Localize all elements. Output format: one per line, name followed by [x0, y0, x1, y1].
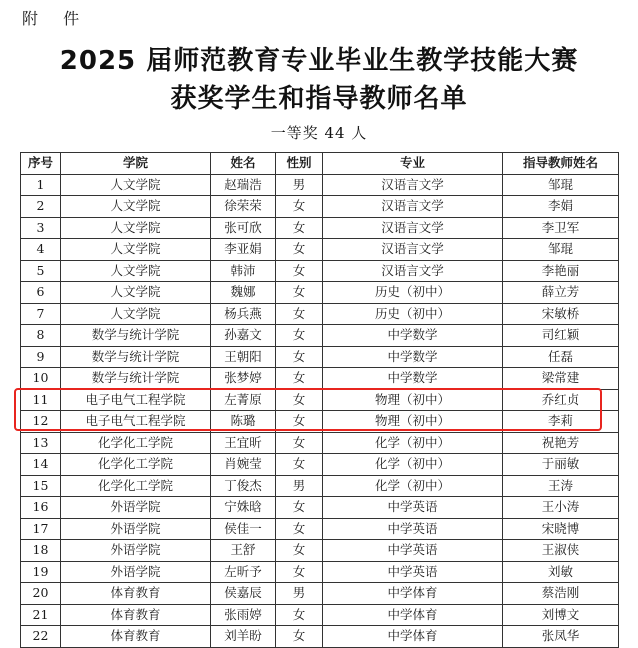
cell-gender: 女	[276, 217, 323, 239]
cell-major: 中学体育	[323, 583, 503, 605]
table-row	[21, 454, 619, 476]
cell-name: 魏娜	[211, 282, 276, 304]
table-row	[21, 325, 619, 347]
cell-major: 汉语言文学	[323, 196, 503, 218]
cell-name: 刘羊盼	[211, 626, 276, 648]
cell-college: 电子电气工程学院	[61, 411, 211, 433]
header-gender: 性别	[276, 153, 323, 175]
cell-gender: 女	[276, 411, 323, 433]
cell-college: 外语学院	[61, 540, 211, 562]
cell-advisor: 宋敏桥	[503, 303, 619, 325]
header-major: 专业	[323, 153, 503, 175]
cell-advisor: 李娟	[503, 196, 619, 218]
table-row	[21, 583, 619, 605]
cell-college: 人文学院	[61, 239, 211, 261]
cell-name: 张梦婷	[211, 368, 276, 390]
cell-gender: 男	[276, 583, 323, 605]
table-row	[21, 346, 619, 368]
cell-college: 电子电气工程学院	[61, 389, 211, 411]
cell-index: 18	[21, 540, 61, 562]
cell-name: 张雨婷	[211, 604, 276, 626]
cell-advisor: 邹琨	[503, 239, 619, 261]
cell-gender: 女	[276, 303, 323, 325]
cell-advisor: 蔡浩刚	[503, 583, 619, 605]
cell-gender: 男	[276, 174, 323, 196]
table-row	[21, 626, 619, 648]
cell-gender: 女	[276, 389, 323, 411]
table-row	[21, 475, 619, 497]
cell-major: 中学数学	[323, 325, 503, 347]
cell-gender: 女	[276, 454, 323, 476]
cell-college: 外语学院	[61, 561, 211, 583]
cell-name: 王舒	[211, 540, 276, 562]
cell-major: 汉语言文学	[323, 217, 503, 239]
cell-advisor: 刘敏	[503, 561, 619, 583]
cell-index: 13	[21, 432, 61, 454]
cell-name: 张可欣	[211, 217, 276, 239]
header-college: 学院	[61, 153, 211, 175]
cell-gender: 女	[276, 325, 323, 347]
cell-gender: 女	[276, 518, 323, 540]
cell-college: 人文学院	[61, 196, 211, 218]
cell-advisor: 任磊	[503, 346, 619, 368]
cell-index: 17	[21, 518, 61, 540]
cell-index: 10	[21, 368, 61, 390]
cell-major: 中学英语	[323, 540, 503, 562]
cell-advisor: 邹琨	[503, 174, 619, 196]
cell-advisor: 王涛	[503, 475, 619, 497]
cell-major: 汉语言文学	[323, 260, 503, 282]
cell-gender: 男	[276, 475, 323, 497]
table-row	[21, 432, 619, 454]
award-level-subtitle: 一等奖 44 人	[270, 124, 368, 142]
cell-index: 5	[21, 260, 61, 282]
table-row	[21, 217, 619, 239]
cell-index: 2	[21, 196, 61, 218]
header-advisor: 指导教师姓名	[503, 153, 619, 175]
table-row	[21, 389, 619, 411]
cell-name: 杨兵燕	[211, 303, 276, 325]
cell-advisor: 于丽敏	[503, 454, 619, 476]
cell-major: 化学（初中）	[323, 475, 503, 497]
cell-name: 左菁原	[211, 389, 276, 411]
cell-index: 3	[21, 217, 61, 239]
cell-major: 历史（初中）	[323, 303, 503, 325]
cell-index: 7	[21, 303, 61, 325]
cell-major: 化学（初中）	[323, 432, 503, 454]
cell-gender: 女	[276, 282, 323, 304]
cell-name: 宁姝晗	[211, 497, 276, 519]
cell-college: 数学与统计学院	[61, 325, 211, 347]
cell-advisor: 李艳丽	[503, 260, 619, 282]
cell-name: 侯嘉辰	[211, 583, 276, 605]
cell-advisor: 梁常建	[503, 368, 619, 390]
table-row	[21, 497, 619, 519]
cell-major: 中学英语	[323, 561, 503, 583]
cell-gender: 女	[276, 368, 323, 390]
cell-major: 汉语言文学	[323, 239, 503, 261]
cell-name: 徐荣荣	[211, 196, 276, 218]
cell-advisor: 司红颖	[503, 325, 619, 347]
header-name: 姓名	[211, 153, 276, 175]
cell-major: 物理（初中）	[323, 411, 503, 433]
document-title-line2: 获奖学生和指导教师名单	[170, 84, 468, 114]
cell-index: 21	[21, 604, 61, 626]
table-body	[21, 174, 619, 647]
winners-table	[20, 152, 619, 648]
cell-name: 王朝阳	[211, 346, 276, 368]
cell-gender: 女	[276, 604, 323, 626]
cell-college: 化学化工学院	[61, 432, 211, 454]
cell-college: 体育教育	[61, 583, 211, 605]
cell-major: 中学体育	[323, 626, 503, 648]
cell-index: 1	[21, 174, 61, 196]
cell-index: 14	[21, 454, 61, 476]
cell-college: 人文学院	[61, 174, 211, 196]
cell-college: 体育教育	[61, 604, 211, 626]
table-row	[21, 282, 619, 304]
cell-index: 6	[21, 282, 61, 304]
table-row	[21, 411, 619, 433]
cell-index: 9	[21, 346, 61, 368]
cell-college: 外语学院	[61, 518, 211, 540]
cell-college: 体育教育	[61, 626, 211, 648]
cell-college: 化学化工学院	[61, 475, 211, 497]
table-row	[21, 540, 619, 562]
cell-index: 22	[21, 626, 61, 648]
cell-major: 中学数学	[323, 368, 503, 390]
cell-name: 丁俊杰	[211, 475, 276, 497]
cell-advisor: 刘博文	[503, 604, 619, 626]
cell-advisor: 王淑侠	[503, 540, 619, 562]
cell-gender: 女	[276, 432, 323, 454]
cell-name: 韩沛	[211, 260, 276, 282]
table-row	[21, 303, 619, 325]
table-row	[21, 174, 619, 196]
cell-index: 11	[21, 389, 61, 411]
table-row	[21, 368, 619, 390]
cell-college: 数学与统计学院	[61, 346, 211, 368]
cell-name: 孙嘉文	[211, 325, 276, 347]
cell-advisor: 李莉	[503, 411, 619, 433]
cell-major: 中学英语	[323, 518, 503, 540]
cell-index: 20	[21, 583, 61, 605]
cell-gender: 女	[276, 346, 323, 368]
table-header-row	[21, 153, 619, 175]
cell-college: 外语学院	[61, 497, 211, 519]
cell-gender: 女	[276, 497, 323, 519]
cell-major: 中学英语	[323, 497, 503, 519]
table-row	[21, 518, 619, 540]
table-row	[21, 561, 619, 583]
cell-name: 左昕予	[211, 561, 276, 583]
cell-index: 19	[21, 561, 61, 583]
cell-major: 化学（初中）	[323, 454, 503, 476]
cell-major: 物理（初中）	[323, 389, 503, 411]
cell-college: 人文学院	[61, 260, 211, 282]
cell-college: 人文学院	[61, 217, 211, 239]
cell-advisor: 李卫军	[503, 217, 619, 239]
cell-major: 汉语言文学	[323, 174, 503, 196]
cell-advisor: 宋晓博	[503, 518, 619, 540]
cell-advisor: 乔红贞	[503, 389, 619, 411]
cell-index: 12	[21, 411, 61, 433]
cell-gender: 女	[276, 239, 323, 261]
cell-gender: 女	[276, 540, 323, 562]
cell-advisor: 祝艳芳	[503, 432, 619, 454]
cell-advisor: 张凤华	[503, 626, 619, 648]
cell-name: 侯佳一	[211, 518, 276, 540]
cell-major: 中学体育	[323, 604, 503, 626]
cell-gender: 女	[276, 626, 323, 648]
table-row	[21, 239, 619, 261]
cell-index: 15	[21, 475, 61, 497]
cell-advisor: 薛立芳	[503, 282, 619, 304]
cell-college: 数学与统计学院	[61, 368, 211, 390]
cell-index: 8	[21, 325, 61, 347]
cell-index: 4	[21, 239, 61, 261]
table-row	[21, 196, 619, 218]
header-index: 序号	[21, 153, 61, 175]
document-title: 2025 届师范教育专业毕业生教学技能大赛	[59, 46, 579, 76]
cell-college: 化学化工学院	[61, 454, 211, 476]
cell-index: 16	[21, 497, 61, 519]
cell-gender: 女	[276, 260, 323, 282]
cell-gender: 女	[276, 561, 323, 583]
cell-college: 人文学院	[61, 303, 211, 325]
cell-gender: 女	[276, 196, 323, 218]
cell-major: 历史（初中）	[323, 282, 503, 304]
table-row	[21, 604, 619, 626]
cell-name: 赵瑞浩	[211, 174, 276, 196]
cell-name: 肖婉莹	[211, 454, 276, 476]
cell-name: 陈璐	[211, 411, 276, 433]
cell-name: 王宜昕	[211, 432, 276, 454]
cell-major: 中学数学	[323, 346, 503, 368]
cell-college: 人文学院	[61, 282, 211, 304]
cell-advisor: 王小涛	[503, 497, 619, 519]
cell-name: 李亚娟	[211, 239, 276, 261]
attachment-label: 附 件	[22, 9, 90, 28]
table-row	[21, 260, 619, 282]
